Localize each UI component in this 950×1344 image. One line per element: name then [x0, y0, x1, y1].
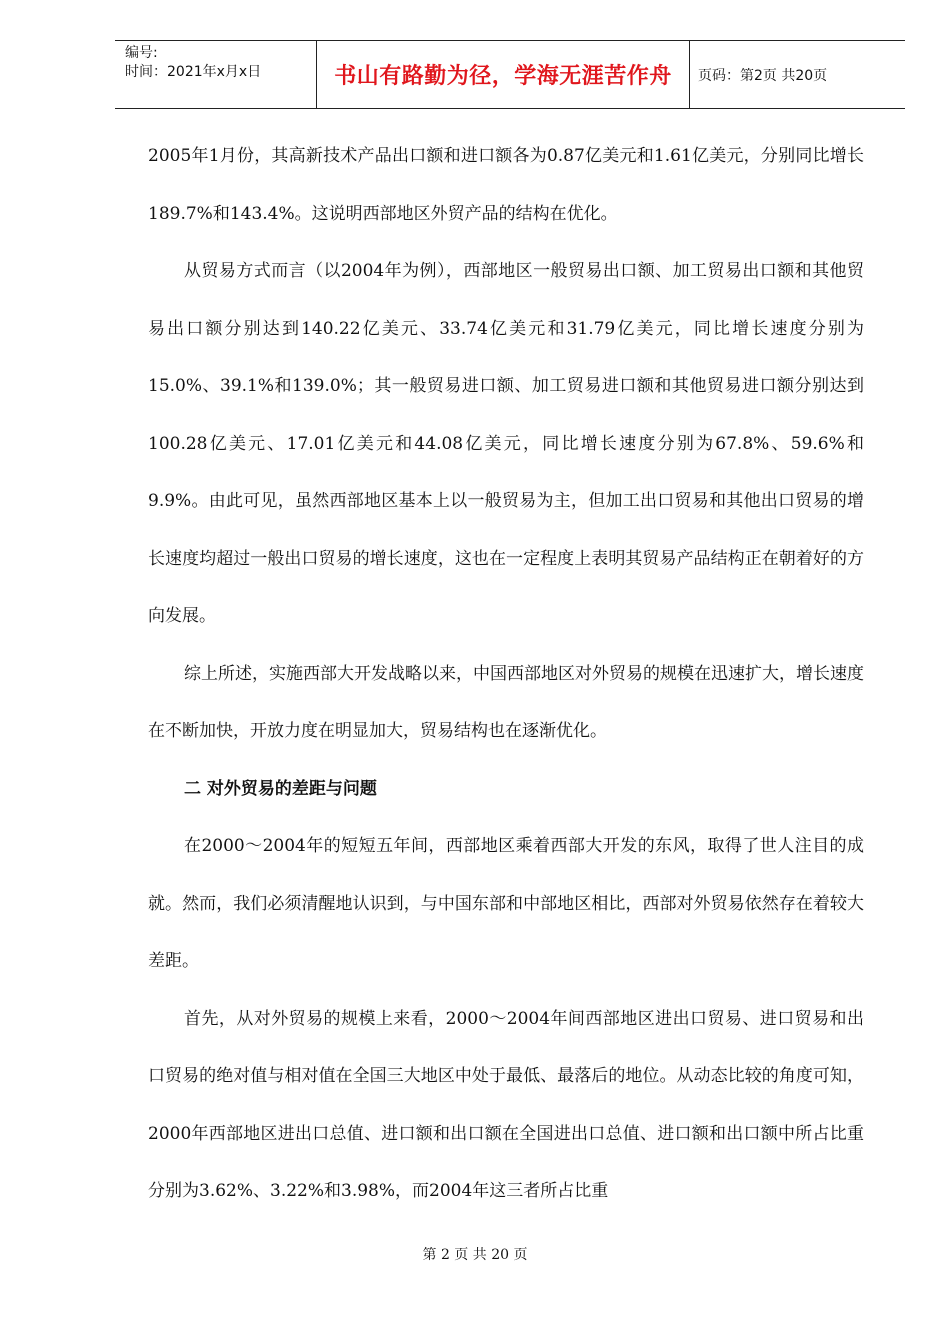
section-heading: 二 对外贸易的差距与问题: [184, 778, 377, 799]
page-label: 页码：第2页 共20页: [698, 67, 828, 84]
motto-text: 书山有路勤为径，学海无涯苦作舟: [334, 64, 672, 89]
paragraph-2: 从贸易方式而言（以2004年为例），西部地区一般贸易出口额、加工贸易出口额和其他贸易出口额分别达到140.22亿美元、33.74亿美元和31.79亿美元，同比增长速度分别为15.0%、39.1%和139.0%；其一般贸易进口额、加工贸易进口额和其他贸易进口额分别达到100.28亿美元、17.01亿美元和44.08亿美元，同比增长速度分别为67.8%、59.6%和9.9%。由此可见，虽然西部地区基本上以一般贸易为主，但加工出口贸易和其他出口贸易的增长速度均超过一般出口贸易的增长速度，这也在一定程度上表明其贸易产品结构正在朝着好的方向发展。: [148, 261, 864, 626]
paragraph-4: 在2000～2004年的短短五年间，西部地区乘着西部大开发的东风，取得了世人注目的成就。然而，我们必须清醒地认识到，与中国东部和中部地区相比，西部对外贸易依然存在着较大差距。: [148, 836, 864, 971]
header-motto-cell: [317, 41, 690, 108]
header-page-cell: [690, 41, 905, 108]
paragraph-3: 综上所述，实施西部大开发战略以来，中国西部地区对外贸易的规模在迅速扩大，增长速度在不断加快，开放力度在明显加大，贸易结构也在逐渐优化。: [148, 663, 864, 741]
number-label: 编号:: [125, 45, 158, 61]
paragraph-1: 2005年1月份，其高新技术产品出口额和进口额各为0.87亿美元和1.61亿美元，分别同比增长189.7%和143.4%。这说明西部地区外贸产品的结构在优化。: [148, 146, 864, 224]
paragraph-5: 首先，从对外贸易的规模上来看，2000～2004年间西部地区进出口贸易、进口贸易和出口贸易的绝对值与相对值在全国三大地区中处于最低、最落后的地位。从动态比较的角度可知，2000年西部地区进出口总值、进口额和出口额在全国进出口总值、进口额和出口额中所占比重分别为3.62%、3.22%和3.98%，而2004年这三者所占比重: [148, 1008, 864, 1201]
document-body: [148, 128, 864, 1221]
page-footer: 第 2 页 共 20 页: [422, 1247, 528, 1263]
page-header: [115, 40, 905, 109]
time-label: 时间：2021年x月x日: [125, 64, 262, 80]
header-meta: [115, 41, 317, 108]
